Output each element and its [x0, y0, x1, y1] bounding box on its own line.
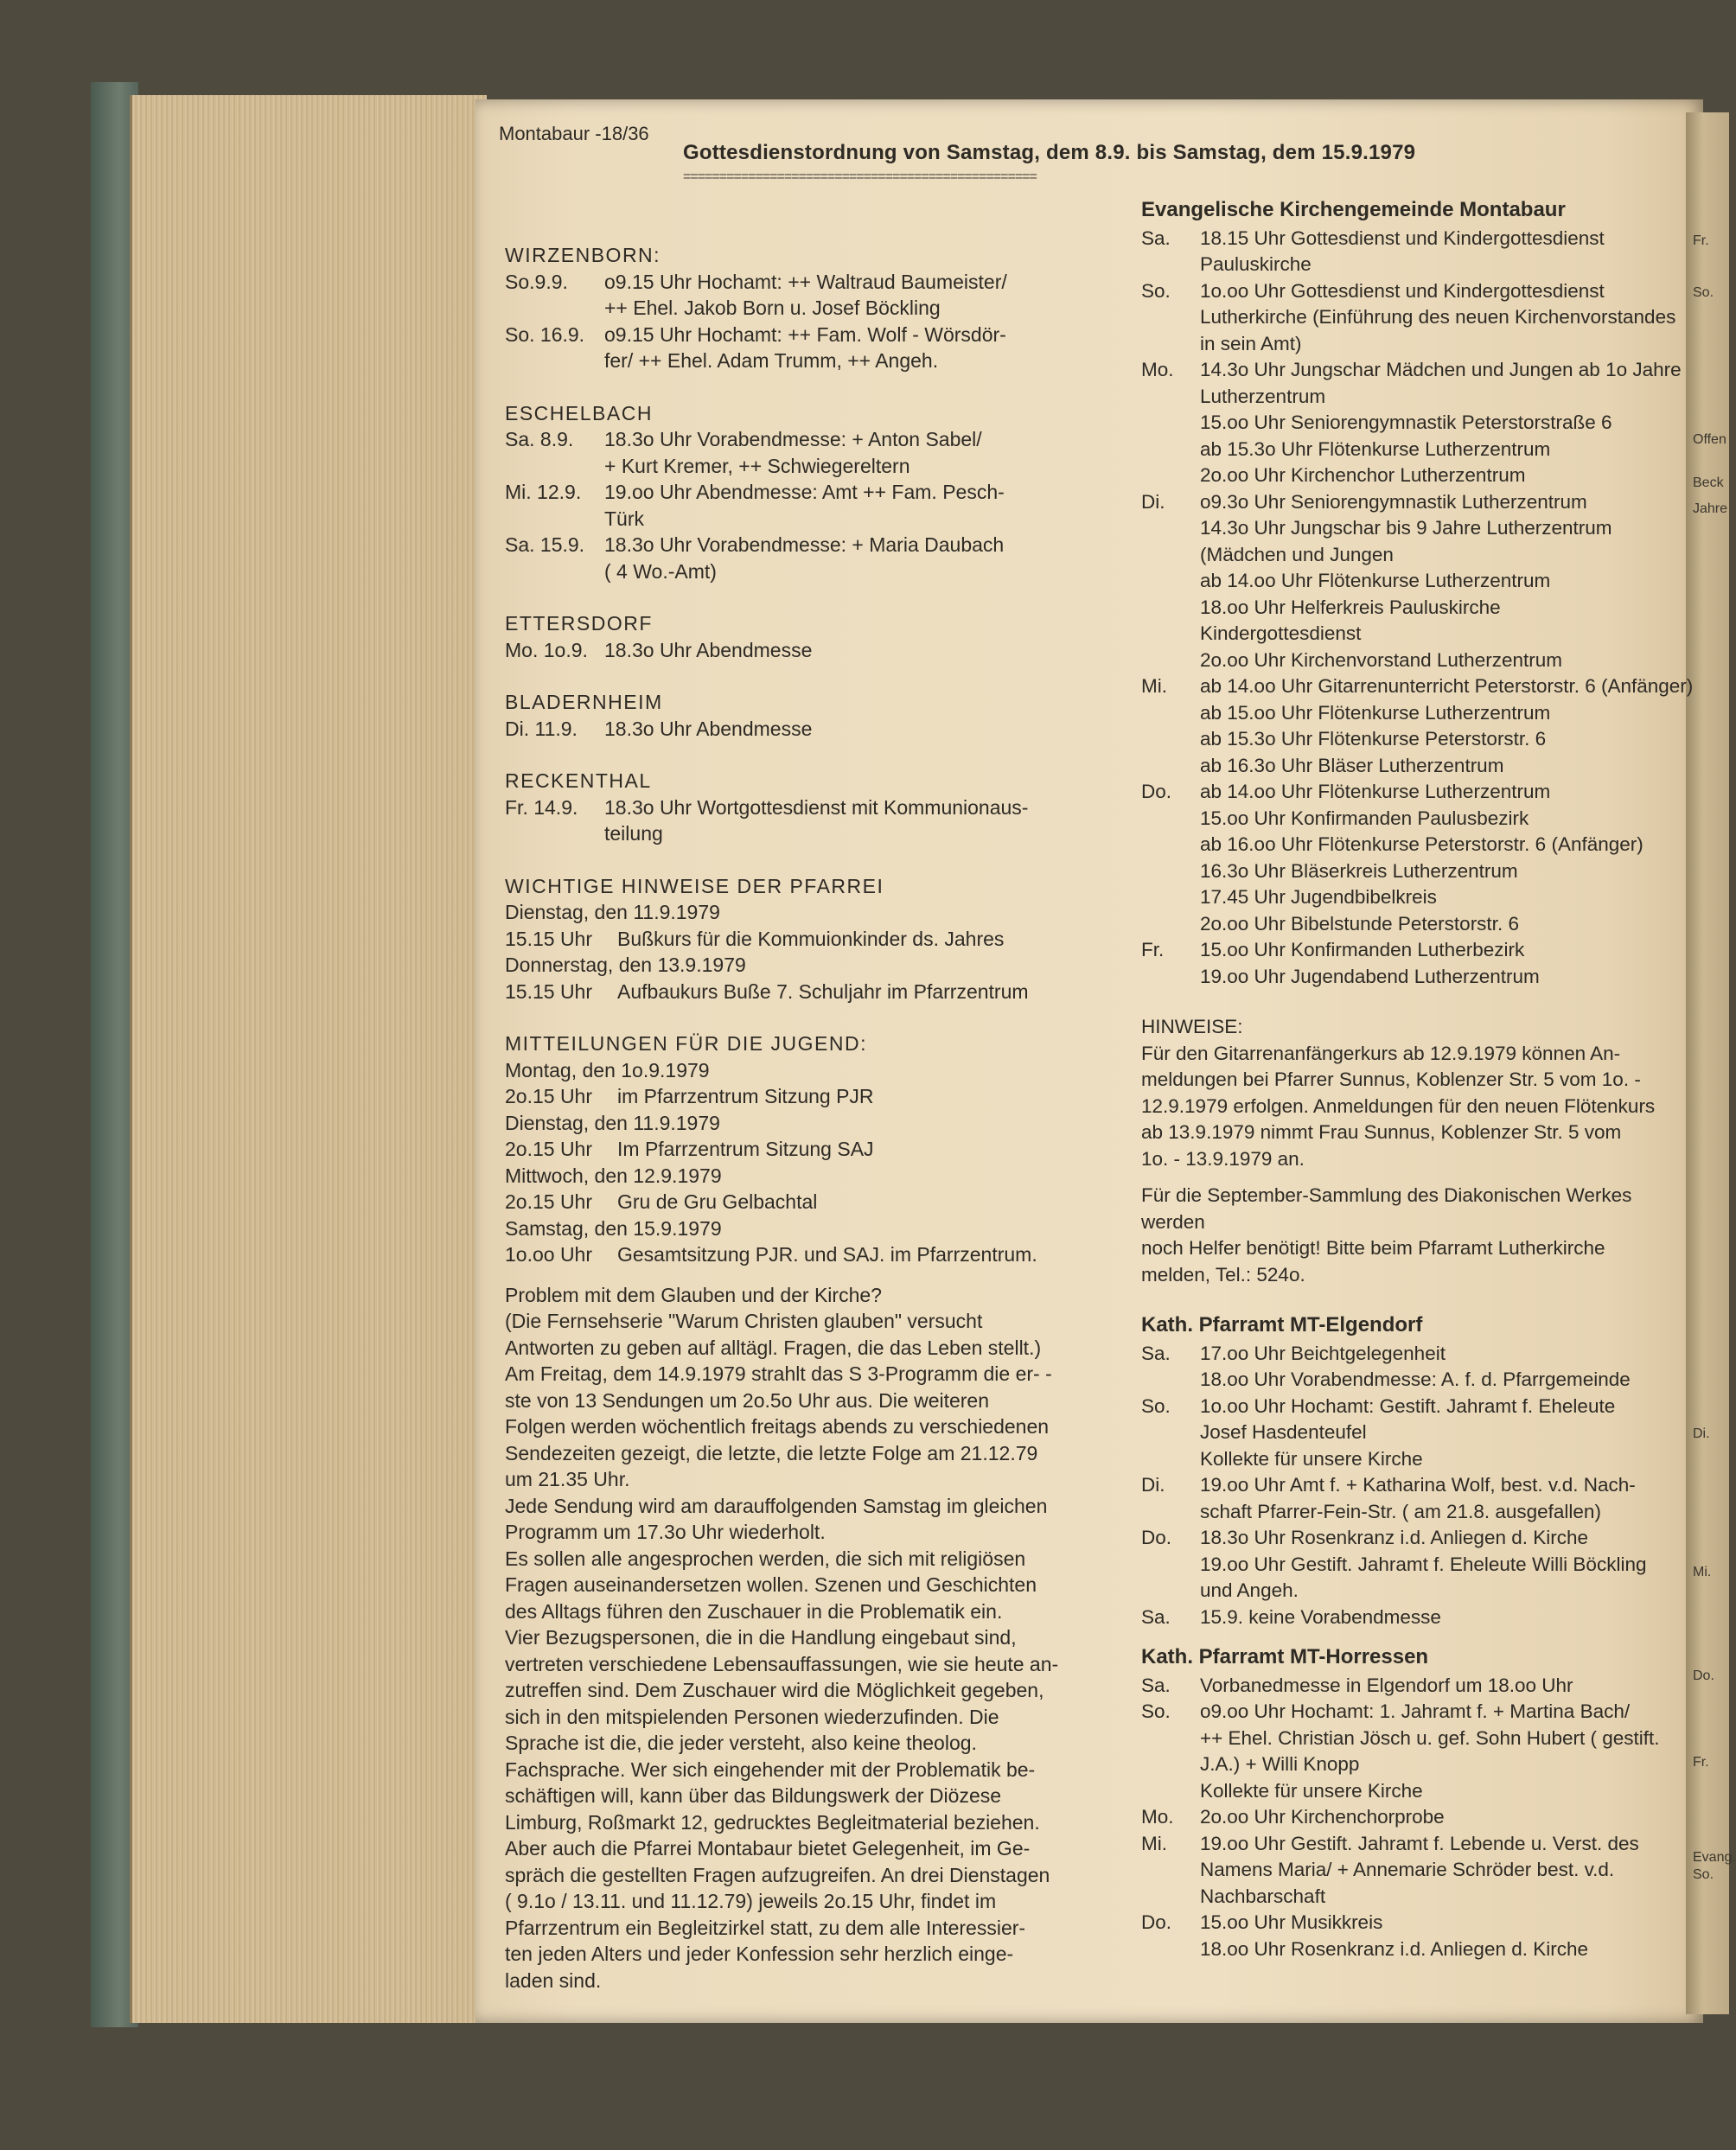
service-day: Fr. [1141, 939, 1165, 960]
notice-date: Dienstag, den 11.9.1979 [505, 901, 720, 923]
notice-line [505, 952, 1136, 979]
service-date: Di. 11.9. [505, 717, 578, 740]
next-page-fragment: Fr. [1693, 233, 1709, 248]
service-line: Josef Hasdenteufel [1200, 1421, 1367, 1443]
service-line: 16.3o Uhr Bläserkreis Lutherzentrum [1200, 859, 1518, 882]
service-entry [505, 426, 1136, 479]
horressen-title: Kath. Pfarramt MT-Horressen [1141, 1645, 1429, 1668]
service-details [604, 637, 1136, 664]
next-page-fragment: Di. [1693, 1426, 1710, 1441]
service-line: fer/ ++ Ehel. Adam Trumm, ++ Angeh. [604, 349, 939, 372]
service-entry [505, 532, 1136, 584]
service-day: Sa. [1141, 1605, 1171, 1628]
paragraph-line: Sprache ist die, die jeder versteht, also keine theolog. [505, 1732, 977, 1754]
paragraph-line: (Die Fernsehserie "Warum Christen glauben" versucht [505, 1310, 983, 1332]
service-details [604, 532, 1136, 584]
service-entry [1141, 1699, 1686, 1804]
service-details [1200, 1605, 1686, 1631]
notice-text: Aufbaukurs Buße 7. Schuljahr im Pfarrzentrum [617, 979, 1029, 1003]
service-entry [1141, 226, 1686, 278]
evangelisch-title: Evangelische Kirchengemeinde Montabaur [1141, 198, 1566, 221]
notice-line [505, 1189, 1136, 1215]
notice-text: Im Pfarrzentrum Sitzung SAJ [617, 1138, 874, 1160]
notice-line [505, 1215, 1136, 1242]
service-line: Vorbanedmesse in Elgendorf um 18.oo Uhr [1200, 1674, 1573, 1696]
paragraph-line: Limburg, Roßmarkt 12, gedrucktes Begleitmaterial beziehen. [505, 1810, 1040, 1834]
service-details [604, 794, 1136, 847]
service-entry [1141, 1394, 1686, 1473]
service-entry [1141, 1673, 1686, 1700]
notice-time: 15.15 Uhr [505, 979, 593, 1003]
service-line: ab 14.oo Uhr Gitarrenunterricht Peterstorstr. 6 (Anfänger) [1200, 675, 1694, 697]
elgendorf-title: Kath. Pfarramt MT-Elgendorf [1141, 1313, 1423, 1337]
service-details [1200, 1910, 1686, 1962]
service-line: 2o.oo Uhr Kirchenchor Lutherzentrum [1200, 464, 1526, 486]
hinweise-line: melden, Tel.: 524o. [1141, 1263, 1305, 1286]
service-details [1200, 1394, 1686, 1473]
notice-text: Gru de Gru Gelbachtal [617, 1190, 818, 1213]
paragraph-line: Jede Sendung wird am darauffolgenden Samstag im gleichen [505, 1494, 1048, 1517]
next-page-fragment: Do. [1693, 1668, 1714, 1683]
service-entry [505, 716, 1136, 743]
notice-time: 2o.15 Uhr [505, 1190, 593, 1213]
notice-line [505, 1241, 1136, 1268]
service-line: 19.oo Uhr Amt f. + Katharina Wolf, best. v.d. Nach- [1200, 1474, 1636, 1496]
service-line: ++ Ehel. Christian Jösch u. gef. Sohn Hubert ( gestift. [1200, 1726, 1660, 1749]
service-line: 18.3o Uhr Vorabendmesse: + Maria Daubach [604, 533, 1005, 556]
service-entry [505, 479, 1136, 532]
parish-section [505, 610, 1136, 663]
paragraph-line: des Alltags führen den Zuschauer in die Problematik ein. [505, 1599, 1003, 1623]
service-details [1200, 937, 1686, 990]
service-line: 2o.oo Uhr Kirchenchorprobe [1200, 1806, 1445, 1828]
service-details [1200, 779, 1686, 937]
hinweise-line: 12.9.1979 erfolgen. Anmeldungen für den neuen Flötenkurs [1141, 1094, 1656, 1117]
service-line: 18.3o Uhr Rosenkranz i.d. Anliegen d. Kirche [1200, 1527, 1589, 1548]
service-line: teilung [604, 822, 663, 845]
notice-text: Bußkurs für die Kommuionkinder ds. Jahres [617, 927, 1005, 950]
notice-time: 2o.15 Uhr [505, 1138, 593, 1160]
next-page-fragment: Mi. [1693, 1565, 1712, 1579]
service-line: (Mädchen und Jungen [1200, 543, 1394, 565]
paragraph-line: zutreffen sind. Dem Zuschauer wird die Möglichkeit gegeben, [505, 1679, 1044, 1701]
service-day: Sa. [1141, 226, 1171, 249]
service-line: ( 4 Wo.-Amt) [604, 559, 717, 583]
paragraph-line: Sendezeiten gezeigt, die letzte, die letzte Folge am 21.12.79 [505, 1441, 1038, 1464]
service-line: und Angeh. [1200, 1579, 1299, 1601]
service-line: ++ Ehel. Jakob Born u. Josef Böckling [604, 297, 941, 319]
tv-series-notice [505, 1282, 1136, 1994]
notice-line [505, 899, 1136, 926]
paragraph-line: schäftigen will, kann über das Bildungswerk der Diözese [505, 1784, 1002, 1807]
paragraph-line: Vier Bezugspersonen, die in die Handlung eingebaut sind, [505, 1626, 1017, 1649]
page-block-edge [130, 95, 487, 2023]
service-line: ab 15.oo Uhr Flötenkurse Lutherzentrum [1200, 701, 1551, 724]
service-line: 17.oo Uhr Beichtgelegenheit [1200, 1342, 1446, 1364]
service-details [1200, 226, 1686, 278]
service-day: So. [1141, 1700, 1171, 1722]
paragraph-line: spräch die gestellten Fragen aufzugreifen. An drei Dienstagen [505, 1863, 1050, 1886]
service-day: Mo. [1141, 1806, 1174, 1828]
service-line: Türk [604, 507, 644, 530]
parish-section [505, 768, 1136, 847]
page-title: Gottesdienstordnung von Samstag, dem 8.9. bis Samstag, dem 15.9.1979 [683, 141, 1416, 164]
service-entry [505, 269, 1136, 322]
notice-line [505, 1057, 1136, 1084]
service-details [1200, 489, 1686, 674]
paragraph-line: ( 9.1o / 13.11. und 11.12.79) jeweils 2o.15 Uhr, findet im [505, 1890, 997, 1912]
service-details [1200, 673, 1693, 779]
service-date: So. 16.9. [505, 322, 585, 346]
paragraph-line: Programm um 17.3o Uhr wiederholt. [505, 1521, 826, 1543]
service-details [1200, 1673, 1686, 1700]
service-details [604, 716, 1136, 743]
notice-text: Gesamtsitzung PJR. und SAJ. im Pfarrzentrum. [617, 1243, 1037, 1266]
service-entry [1141, 1910, 1686, 1962]
service-line: J.A.) + Willi Knopp [1200, 1753, 1360, 1775]
service-line: Lutherzentrum [1200, 385, 1326, 407]
service-line: 19.oo Uhr Gestift. Jahramt f. Eheleute Willi Böckling [1200, 1553, 1647, 1575]
service-line: 15.oo Uhr Konfirmanden Paulusbezirk [1200, 807, 1529, 829]
parish-name: ESCHELBACH [505, 401, 653, 424]
service-line: 15.oo Uhr Musikkreis [1200, 1911, 1383, 1933]
paragraph-line: vertreten verschiedene Lebensauffassungen, wie sie heute an- [505, 1652, 1059, 1675]
service-details [1200, 1831, 1686, 1911]
notice-date: Samstag, den 15.9.1979 [505, 1216, 722, 1240]
service-details [604, 426, 1136, 479]
paragraph-line: Pfarrzentrum ein Begleitzirkel statt, zu dem alle Interessier- [505, 1916, 1026, 1939]
page-reference: Montabaur -18/36 [499, 123, 649, 144]
service-day: Di. [1141, 490, 1165, 513]
service-entry [1141, 1341, 1686, 1394]
service-details [604, 479, 1136, 532]
service-date: Mo. 1o.9. [505, 638, 588, 661]
service-entry [1141, 1605, 1686, 1631]
service-day: Di. [1141, 1474, 1165, 1496]
service-day: Sa. [1141, 1674, 1171, 1696]
notice-line [505, 1083, 1136, 1110]
service-line: in sein Amt) [1200, 332, 1302, 354]
service-line: 18.3o Uhr Abendmesse [604, 717, 813, 740]
service-line: o9.oo Uhr Hochamt: 1. Jahramt f. + Martina Bach/ [1200, 1700, 1631, 1722]
parish-section [505, 689, 1136, 742]
service-line: Pauluskirche [1200, 253, 1312, 275]
service-line: 19.oo Uhr Abendmesse: Amt ++ Fam. Pesch- [604, 481, 1005, 503]
next-page-fragment: So. [1693, 285, 1714, 300]
service-entry [1141, 357, 1686, 489]
paragraph-line: Fachsprache. Wer sich eingehender mit der Problematik be- [505, 1758, 1036, 1781]
service-details [604, 322, 1136, 374]
hinweise-line: meldungen bei Pfarrer Sunnus, Koblenzer Str. 5 vom 1o. - [1141, 1069, 1641, 1090]
service-date: So.9.9. [505, 270, 568, 293]
notice-line [505, 979, 1136, 1005]
service-line: 15.oo Uhr Seniorengymnastik Peterstorstraße 6 [1200, 411, 1612, 433]
service-line: 14.3o Uhr Jungschar Mädchen und Jungen ab 1o Jahre [1200, 359, 1682, 380]
service-entry [1141, 1525, 1686, 1605]
service-line: Lutherkirche (Einführung des neuen Kirchenvorstandes [1200, 306, 1676, 328]
service-day: So. [1141, 1394, 1171, 1417]
service-day: Sa. [1141, 1342, 1171, 1364]
service-day: Mo. [1141, 359, 1174, 380]
notice-line [505, 1163, 1136, 1190]
service-line: 18.3o Uhr Abendmesse [604, 638, 813, 661]
service-line: 19.oo Uhr Jugendabend Lutherzentrum [1200, 965, 1540, 987]
parish-section [505, 400, 1136, 585]
service-day: Do. [1141, 1911, 1172, 1933]
paragraph-line: Es sollen alle angesprochen werden, die sich mit religiösen [505, 1547, 1026, 1570]
spacer [1141, 1630, 1686, 1644]
paragraph-line: ten jeden Alters und jeder Konfession sehr herzlich einge- [505, 1943, 1014, 1965]
service-line: Kollekte für unsere Kirche [1200, 1447, 1423, 1470]
service-line: Nachbarschaft [1200, 1885, 1326, 1907]
service-line: 15.oo Uhr Konfirmanden Lutherbezirk [1200, 939, 1525, 960]
parish-name: RECKENTHAL [505, 769, 652, 792]
hinweise-line: noch Helfer benötigt! Bitte beim Pfarramt Lutherkirche [1141, 1237, 1605, 1259]
parish-section [505, 242, 1136, 374]
service-line: ab 15.3o Uhr Flötenkurse Peterstorstr. 6 [1200, 728, 1547, 750]
service-details [1200, 278, 1686, 358]
paragraph-line: laden sind. [505, 1968, 602, 1992]
spacer [1141, 990, 1686, 1014]
service-line: 2o.oo Uhr Bibelstunde Peterstorstr. 6 [1200, 912, 1519, 935]
service-entry [505, 322, 1136, 374]
service-line: 15.9. keine Vorabendmesse [1200, 1605, 1441, 1628]
service-date: Sa. 15.9. [505, 533, 585, 556]
service-entry [1141, 937, 1686, 990]
paragraph-line: Fragen auseinandersetzen wollen. Szenen und Geschichten [505, 1573, 1037, 1596]
paragraph-line: Aber auch die Pfarrei Montabaur bietet Gelegenheit, im Ge- [505, 1837, 1031, 1860]
notice-date: Dienstag, den 11.9.1979 [505, 1111, 720, 1134]
paragraph-line: um 21.35 Uhr. [505, 1468, 630, 1490]
service-line: o9.15 Uhr Hochamt: ++ Fam. Wolf - Wörsdör- [604, 322, 1006, 346]
hinweise-line: ab 13.9.1979 nimmt Frau Sunnus, Koblenzer Str. 5 vom [1141, 1121, 1622, 1143]
title-underline: ================================================= [683, 169, 1037, 184]
hinweise-line: 1o. - 13.9.1979 an. [1141, 1147, 1305, 1170]
service-line: 18.oo Uhr Rosenkranz i.d. Anliegen d. Kirche [1200, 1937, 1589, 1960]
parish-name: WIRZENBORN: [505, 244, 661, 266]
service-line: o9.15 Uhr Hochamt: ++ Waltraud Baumeister/ [604, 270, 1007, 293]
service-day: So. [1141, 279, 1171, 302]
service-line: + Kurt Kremer, ++ Schwiegereltern [604, 454, 910, 477]
notice-time: 2o.15 Uhr [505, 1085, 593, 1107]
service-entry [1141, 673, 1694, 779]
paragraph-line: Folgen werden wöchentlich freitags abends zu verschiedenen [505, 1415, 1050, 1438]
service-date: Mi. 12.9. [505, 481, 582, 503]
service-entry [1141, 1804, 1686, 1831]
service-day: Mi. [1141, 675, 1167, 697]
service-line: 2o.oo Uhr Kirchenvorstand Lutherzentrum [1200, 648, 1562, 671]
service-details [1200, 1525, 1686, 1605]
right-column [1141, 197, 1694, 1962]
service-entry [505, 637, 1136, 664]
service-line: 1o.oo Uhr Gottesdienst und Kindergottesdienst [1200, 279, 1605, 302]
service-date: Sa. 8.9. [505, 428, 574, 450]
notice-text: im Pfarrzentrum Sitzung PJR [617, 1085, 874, 1107]
service-details [1200, 1341, 1686, 1394]
next-page-fragment: Fr. [1693, 1755, 1709, 1770]
service-details [1200, 1804, 1686, 1831]
service-line: 18.3o Uhr Wortgottesdienst mit Kommunionaus- [604, 795, 1029, 819]
next-page-fragment: Offen [1693, 432, 1726, 447]
service-line: 18.15 Uhr Gottesdienst und Kindergottesdienst [1200, 226, 1605, 249]
service-date: Fr. 14.9. [505, 795, 578, 819]
next-page-fragment: So. [1693, 1867, 1714, 1882]
service-entry [505, 794, 1136, 847]
jugend-section [505, 1030, 1136, 1268]
service-line: Namens Maria/ + Annemarie Schröder best. v.d. [1200, 1859, 1615, 1880]
service-line: ab 14.oo Uhr Flötenkurse Lutherzentrum [1200, 570, 1551, 591]
paragraph-line: Problem mit dem Glauben und der Kirche? [505, 1283, 882, 1306]
service-details [604, 269, 1136, 322]
service-details [1200, 357, 1686, 489]
notice-date: Donnerstag, den 13.9.1979 [505, 954, 746, 976]
next-page-edge [1686, 112, 1736, 2014]
service-entry [1141, 278, 1686, 358]
hinweise-title: WICHTIGE HINWEISE DER PFARREI [505, 874, 884, 897]
notice-date: Montag, den 1o.9.1979 [505, 1058, 710, 1081]
left-column [505, 233, 1136, 1994]
spacer [1141, 1172, 1686, 1183]
service-entry [1141, 779, 1686, 937]
service-line: ab 16.3o Uhr Bläser Lutherzentrum [1200, 754, 1504, 776]
service-line: 17.45 Uhr Jugendbibelkreis [1200, 886, 1437, 908]
notice-time: 1o.oo Uhr [505, 1243, 593, 1266]
next-page-fragment: Beck [1693, 475, 1724, 490]
hinweise-title: HINWEISE: [1141, 1016, 1243, 1037]
service-line: 1o.oo Uhr Hochamt: Gestift. Jahramt f. Eheleute [1200, 1394, 1616, 1417]
service-entry [1141, 489, 1686, 674]
service-line: 18.oo Uhr Vorabendmesse: A. f. d. Pfarrgemeinde [1200, 1368, 1631, 1390]
hinweise-line: Für die September-Sammlung des Diakonischen Werkes werden [1141, 1184, 1632, 1233]
service-details [1200, 1699, 1686, 1804]
service-line: ab 14.oo Uhr Flötenkurse Lutherzentrum [1200, 781, 1551, 802]
service-line: schaft Pfarrer-Fein-Str. ( am 21.8. ausgefallen) [1200, 1500, 1601, 1522]
notice-date: Mittwoch, den 12.9.1979 [505, 1164, 722, 1187]
paragraph-line: Antworten zu geben auf alltägl. Fragen, die das Leben stellt.) [505, 1336, 1042, 1359]
parish-name: BLADERNHEIM [505, 691, 663, 713]
service-line: Kindergottesdienst [1200, 622, 1362, 644]
notice-time: 15.15 Uhr [505, 927, 593, 950]
hinweise-section [505, 873, 1136, 1005]
notice-line [505, 1110, 1136, 1137]
spacer [1141, 1288, 1686, 1312]
service-line: 18.oo Uhr Helferkreis Pauluskirche [1200, 596, 1501, 618]
service-line: Kollekte für unsere Kirche [1200, 1779, 1423, 1802]
paragraph-line: ste von 13 Sendungen um 2o.5o Uhr aus. Die weiteren [505, 1388, 990, 1412]
parish-name: ETTERSDORF [505, 612, 653, 635]
service-line: ab 16.oo Uhr Flötenkurse Peterstorstr. 6 (Anfänger) [1200, 833, 1643, 855]
service-entry [1141, 1831, 1686, 1911]
hinweise-line: Für den Gitarrenanfängerkurs ab 12.9.1979 können An- [1141, 1042, 1621, 1064]
service-day: Mi. [1141, 1832, 1167, 1854]
service-details [1200, 1472, 1686, 1525]
next-page-fragment: Jahre [1693, 501, 1728, 516]
service-line: 18.3o Uhr Vorabendmesse: + Anton Sabel/ [604, 428, 982, 450]
service-line: ab 15.3o Uhr Flötenkurse Lutherzentrum [1200, 437, 1551, 460]
service-day: Do. [1141, 781, 1172, 802]
service-line: 19.oo Uhr Gestift. Jahramt f. Lebende u. Verst. des [1200, 1832, 1639, 1854]
service-line: o9.3o Uhr Seniorengymnastik Lutherzentrum [1200, 490, 1587, 513]
service-entry [1141, 1472, 1686, 1525]
next-page-fragment: Evang. [1693, 1850, 1736, 1865]
jugend-title: MITTEILUNGEN FÜR DIE JUGEND: [505, 1032, 867, 1055]
paragraph-line: Am Freitag, dem 14.9.1979 strahlt das S 3-Programm die er- - [505, 1362, 1052, 1385]
service-day: Do. [1141, 1527, 1172, 1548]
paragraph-line: sich in den mitspielenden Personen wiederzufinden. Die [505, 1705, 999, 1728]
service-line: 14.3o Uhr Jungschar bis 9 Jahre Lutherzentrum [1200, 517, 1612, 539]
notice-line [505, 1136, 1136, 1163]
notice-line [505, 926, 1136, 953]
